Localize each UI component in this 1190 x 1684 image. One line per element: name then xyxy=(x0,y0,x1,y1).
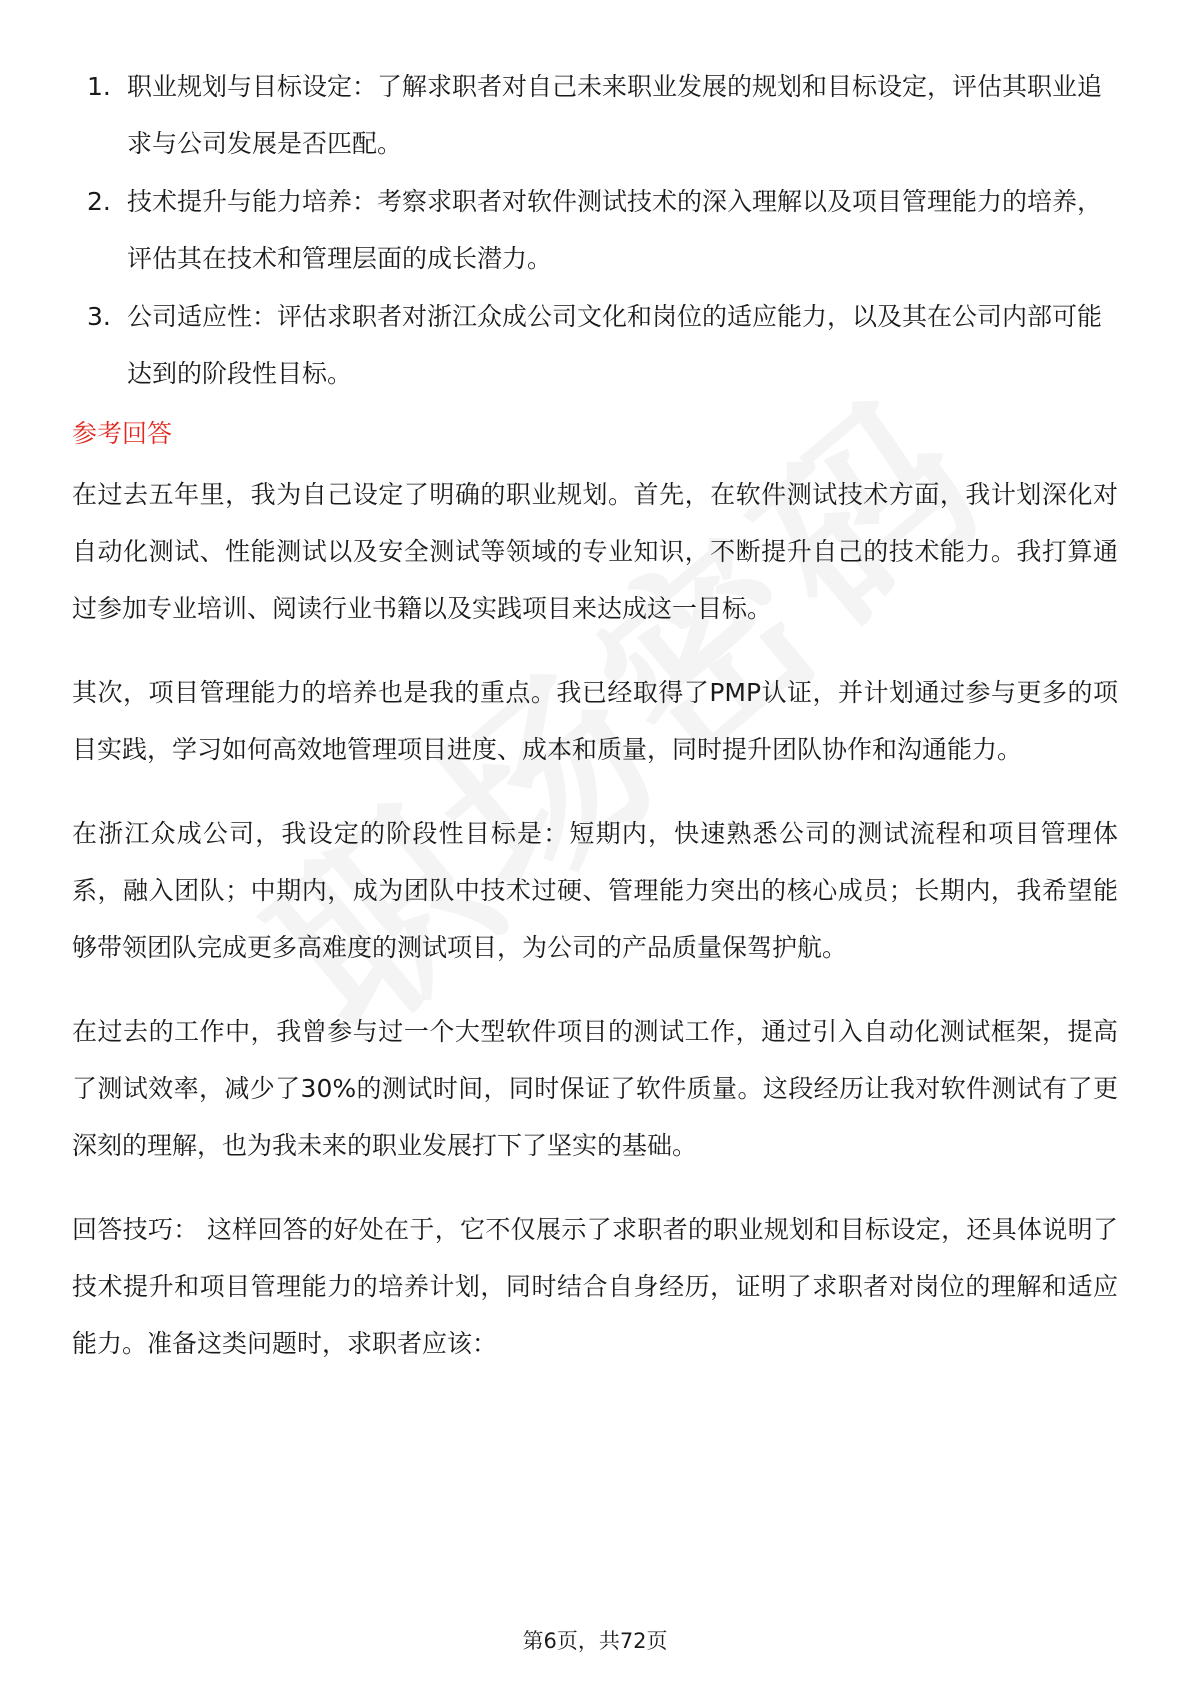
list-item xyxy=(72,173,1118,287)
list-item-text: 职业规划与目标设定：了解求职者对自己未来职业发展的规划和目标设定，评估其职业追求与公司发展是否匹配。 xyxy=(127,72,1103,158)
answer-tips-paragraph: 回答技巧： 这样回答的好处在于，它不仅展示了求职者的职业规划和目标设定，还具体说明了技术提升和项目管理能力的培养计划，同时结合自身经历，证明了求职者对岗位的理解和适应能力。准备这类问题时，求职者应该： xyxy=(72,1215,1118,1358)
list-item xyxy=(72,58,1118,172)
list-item-text: 公司适应性：评估求职者对浙江众成公司文化和岗位的适应能力，以及其在公司内部可能达到的阶段性目标。 xyxy=(127,302,1103,388)
page-number-footer: 第6页，共72页 xyxy=(522,1629,668,1653)
answer-paragraph: 在浙江众成公司，我设定的阶段性目标是：短期内，快速熟悉公司的测试流程和项目管理体系，融入团队；中期内，成为团队中技术过硬、管理能力突出的核心成员；长期内，我希望能够带领团队完成更多高难度的测试项目，为公司的产品质量保驾护航。 xyxy=(72,819,1118,962)
answer-paragraph: 在过去的工作中，我曾参与过一个大型软件项目的测试工作，通过引入自动化测试框架，提高了测试效率，减少了30%的测试时间，同时保证了软件质量。这段经历让我对软件测试有了更深刻的理解，也为我未来的职业发展打下了坚实的基础。 xyxy=(72,1017,1118,1160)
list-item-number: 1. xyxy=(87,72,111,101)
section-title: 参考回答 xyxy=(72,419,173,448)
answer-paragraph: 其次，项目管理能力的培养也是我的重点。我已经取得了PMP认证，并计划通过参与更多的项目实践，学习如何高效地管理项目进度、成本和质量，同时提升团队协作和沟通能力。 xyxy=(72,678,1118,764)
evaluation-criteria-list xyxy=(72,58,1118,402)
list-item xyxy=(72,288,1118,402)
list-item-text: 技术提升与能力培养：考察求职者对软件测试技术的深入理解以及项目管理能力的培养，评估其在技术和管理层面的成长潜力。 xyxy=(127,187,1103,273)
page-content xyxy=(72,58,1118,1399)
answer-paragraph: 在过去五年里，我为自己设定了明确的职业规划。首先，在软件测试技术方面，我计划深化对自动化测试、性能测试以及安全测试等领域的专业知识，不断提升自己的技术能力。我打算通过参加专业培训、阅读行业书籍以及实践项目来达成这一目标。 xyxy=(72,480,1118,623)
list-item-number: 3. xyxy=(87,302,111,331)
list-item-number: 2. xyxy=(87,187,111,216)
